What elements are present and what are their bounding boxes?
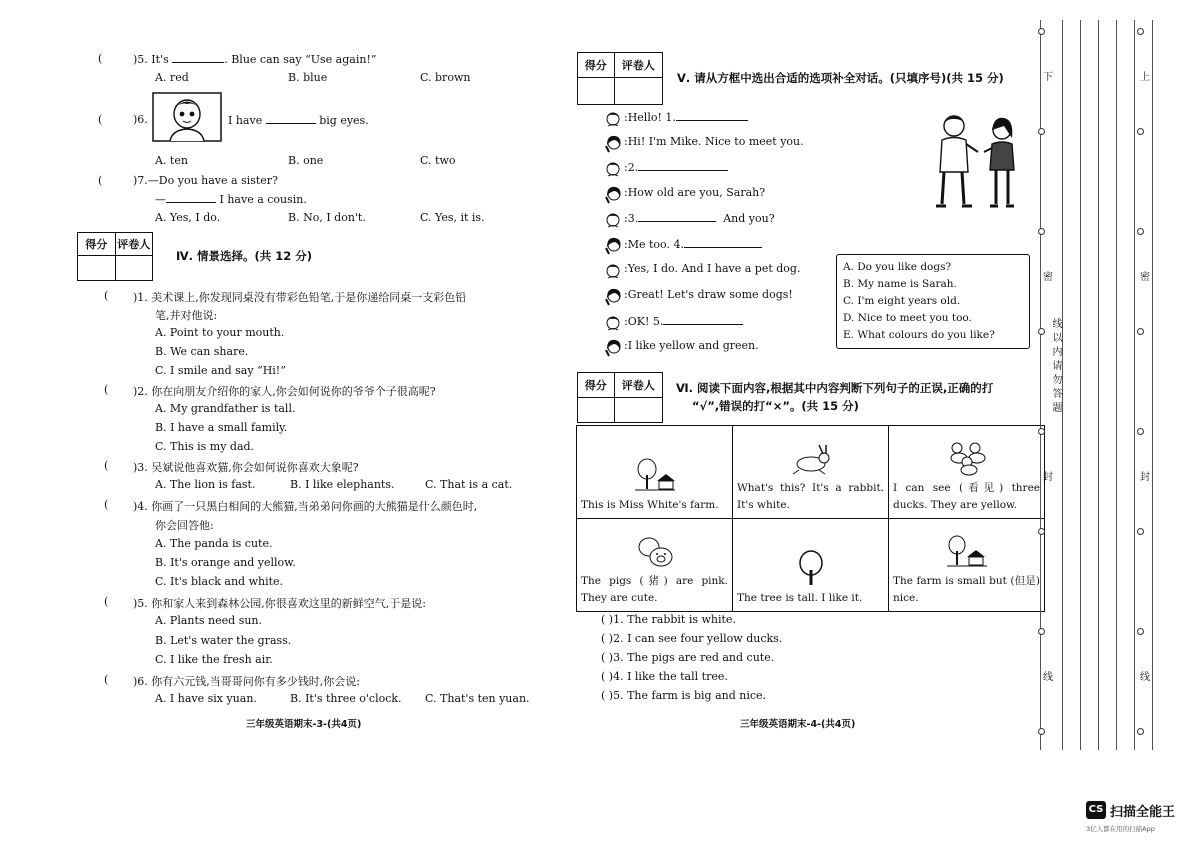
grid-cell-farm: This is Miss White's farm. xyxy=(577,426,733,519)
paren: ( xyxy=(104,595,109,608)
option-b: B. We can share. xyxy=(155,345,249,358)
judge-3: ( )3. The pigs are red and cute. xyxy=(601,651,775,664)
binding-hole xyxy=(1038,728,1045,735)
dialogue-line-8: :Great! Let's draw some dogs! xyxy=(624,288,793,301)
dialogue-line-9: :OK! 5. xyxy=(624,314,743,328)
tree-house-icon xyxy=(633,457,677,493)
section-4-title: Ⅳ. 情景选择。(共 12 分) xyxy=(176,249,313,263)
boy-avatar-icon xyxy=(603,158,623,178)
option-d: D. Nice to meet you too. xyxy=(843,312,972,324)
s4-q4-line2: 你会回答他: xyxy=(155,519,214,532)
options-box xyxy=(836,254,1030,349)
option-a: A. Plants need sun. xyxy=(155,614,263,627)
rabbit-icon xyxy=(789,444,833,476)
option-c: C. I like the fresh air. xyxy=(155,653,273,666)
option-c: C. I smile and say “Hi!” xyxy=(155,364,286,377)
binding-hole xyxy=(1038,28,1045,35)
paren: ( xyxy=(98,113,103,126)
option-a: A. Do you like dogs? xyxy=(843,261,952,273)
s4-q1-line2: 笔,并对他说: xyxy=(155,309,218,322)
binding-line xyxy=(1098,20,1099,750)
binding-hole xyxy=(1038,528,1045,535)
binding-line xyxy=(1134,20,1135,750)
option-b: B. blue xyxy=(288,71,328,84)
reading-grid xyxy=(576,425,1045,612)
grid-cell-rabbit: What's this? It's a rabbit. It's white. xyxy=(733,426,889,519)
dialogue-line-5: :3. And you? xyxy=(624,212,775,225)
dialogue-line-7: :Yes, I do. And I have a pet dog. xyxy=(624,262,801,275)
paren: ( xyxy=(98,52,103,65)
ducks-icon xyxy=(947,440,987,476)
paren: ( xyxy=(104,383,109,396)
option-a: A. The panda is cute. xyxy=(155,537,273,550)
option-c: C. Yes, it is. xyxy=(420,211,485,224)
judge-5: ( )5. The farm is big and nice. xyxy=(601,689,767,702)
binding-char: 下 xyxy=(1043,72,1053,83)
binding-hole xyxy=(1137,528,1144,535)
option-a: A. red xyxy=(155,71,189,84)
boy-avatar-icon xyxy=(603,209,623,229)
grader-label: 评卷人 xyxy=(621,379,655,392)
small-farm-icon xyxy=(945,535,989,569)
binding-char: 线 xyxy=(1043,672,1053,683)
binding-char: 上 xyxy=(1140,72,1150,83)
paren: ( xyxy=(104,459,109,472)
grader-label: 评卷人 xyxy=(621,59,655,72)
grid-cell-farm-small: The farm is small but (但是) nice. xyxy=(889,519,1045,612)
s4-q5: )5. 你和家人来到森林公园,你很喜欢这里的新鲜空气,于是说: xyxy=(133,597,426,610)
binding-line xyxy=(1080,20,1081,750)
option-b: B. It's three o'clock. xyxy=(290,692,402,705)
question-7: )7.—Do you have a sister? xyxy=(133,174,278,187)
score-label: 得分 xyxy=(78,233,116,255)
binding-line xyxy=(1152,20,1153,750)
binding-char: 封 xyxy=(1043,472,1053,483)
binding-char: 密 xyxy=(1043,272,1053,283)
girl-avatar-icon xyxy=(603,337,623,357)
watermark-tagline: 3亿人都在用的扫描App xyxy=(1086,825,1155,833)
binding-hole xyxy=(1038,328,1045,335)
score-label: 得分 xyxy=(578,53,615,77)
girl-avatar-icon xyxy=(603,133,623,153)
option-b: B. I have a small family. xyxy=(155,421,288,434)
s4-q3: )3. 吴斌说他喜欢猫,你会如何说你喜欢大象呢? xyxy=(133,461,359,474)
s4-q2: )2. 你在向朋友介绍你的家人,你会如何说你的爷爷个子很高呢? xyxy=(133,385,436,398)
section-6-title: Ⅵ. 阅读下面内容,根据其中内容判断下列句子的正误,正确的打 xyxy=(676,381,994,395)
section-6-title-line2: “√”,错误的打“×”。(共 15 分) xyxy=(692,399,859,413)
page-footer-4: 三年级英语期末-4-(共4页) xyxy=(740,719,856,730)
watermark-name: 扫描全能王 xyxy=(1110,805,1176,820)
tree-icon xyxy=(796,550,826,586)
grid-cell-pigs: The pigs (猪) are pink. They are cute. xyxy=(577,519,733,612)
two-children-illustration xyxy=(928,108,1030,212)
option-c: C. That is a cat. xyxy=(425,478,513,491)
binding-line xyxy=(1116,20,1117,750)
section-5-title: Ⅴ. 请从方框中选出合适的选项补全对话。(只填序号)(共 15 分) xyxy=(677,71,1004,85)
option-a: A. ten xyxy=(155,154,188,167)
dialogue-line-1: :Hello! 1. xyxy=(624,110,748,124)
question-7-line2: — I have a cousin. xyxy=(155,193,307,206)
binding-char: 密 xyxy=(1140,272,1150,283)
score-label: 得分 xyxy=(578,373,615,397)
option-b: B. It's orange and yellow. xyxy=(155,556,296,569)
grid-cell-tree: The tree is tall. I like it. xyxy=(733,519,889,612)
binding-hole xyxy=(1137,128,1144,135)
s4-q4: )4. 你画了一只黑白相间的大熊猫,当弟弟问你画的大熊猫是什么颜色时, xyxy=(133,500,478,513)
question-5: )5. It's . Blue can say “Use again!” xyxy=(133,53,377,66)
option-e: E. What colours do you like? xyxy=(843,329,995,341)
option-c: C. That's ten yuan. xyxy=(425,692,530,705)
score-box xyxy=(577,372,663,423)
option-a: A. Point to your mouth. xyxy=(155,326,285,339)
dialogue-line-2: :Hi! I'm Mike. Nice to meet you. xyxy=(624,135,804,148)
option-b: B. My name is Sarah. xyxy=(843,278,957,290)
dialogue-line-10: :I like yellow and green. xyxy=(624,339,759,352)
judge-1: ( )1. The rabbit is white. xyxy=(601,613,736,626)
option-a: A. Yes, I do. xyxy=(155,211,221,224)
option-a: A. My grandfather is tall. xyxy=(155,402,296,415)
option-c: C. This is my dad. xyxy=(155,440,255,453)
pigs-icon xyxy=(635,535,675,569)
option-c: C. two xyxy=(420,154,456,167)
s4-q1: )1. 美术课上,你发现同桌没有带彩色铅笔,于是你递给同桌一支彩色铅 xyxy=(133,291,467,304)
girl-avatar-icon xyxy=(603,184,623,204)
question-num: )6. xyxy=(133,113,148,126)
dialogue-line-3: :2. xyxy=(624,160,728,174)
page-footer-3: 三年级英语期末-3-(共4页) xyxy=(246,719,362,730)
binding-hole xyxy=(1038,128,1045,135)
binding-hole xyxy=(1137,228,1144,235)
boy-picture-icon xyxy=(152,92,222,142)
grader-label: 评卷人 xyxy=(117,238,151,251)
score-box xyxy=(577,52,663,105)
score-box xyxy=(77,232,153,281)
option-c: C. I'm eight years old. xyxy=(843,295,961,307)
paren: ( xyxy=(104,498,109,511)
paren: ( xyxy=(98,174,103,187)
binding-hole xyxy=(1038,228,1045,235)
boy-avatar-icon xyxy=(603,312,623,332)
judge-4: ( )4. I like the tall tree. xyxy=(601,670,728,683)
option-c: C. It's black and white. xyxy=(155,575,284,588)
dialogue-line-4: :How old are you, Sarah? xyxy=(624,186,766,199)
binding-char: 封 xyxy=(1140,472,1150,483)
s4-q6: )6. 你有六元钱,当哥哥问你有多少钱时,你会说: xyxy=(133,675,360,688)
option-a: A. I have six yuan. xyxy=(155,692,257,705)
binding-hole xyxy=(1137,28,1144,35)
binding-hole xyxy=(1137,628,1144,635)
camscanner-logo-icon: CS xyxy=(1086,801,1106,819)
option-b: B. one xyxy=(288,154,324,167)
girl-avatar-icon xyxy=(603,286,623,306)
dialogue-line-6: :Me too. 4. xyxy=(624,237,762,251)
option-b: B. Let's water the grass. xyxy=(155,634,292,647)
paren: ( xyxy=(104,673,109,686)
boy-avatar-icon xyxy=(603,260,623,280)
boy-avatar-icon xyxy=(603,108,623,128)
option-b: B. No, I don't. xyxy=(288,211,366,224)
question-6: I have big eyes. xyxy=(228,114,369,127)
girl-avatar-icon xyxy=(603,235,623,255)
binding-char: 线 xyxy=(1140,672,1150,683)
paren: ( xyxy=(104,289,109,302)
binding-hole xyxy=(1038,628,1045,635)
option-b: B. I like elephants. xyxy=(290,478,395,491)
binding-hole xyxy=(1038,428,1045,435)
judge-2: ( )2. I can see four yellow ducks. xyxy=(601,632,783,645)
option-c: C. brown xyxy=(420,71,471,84)
binding-hole xyxy=(1137,428,1144,435)
binding-hole xyxy=(1137,328,1144,335)
option-a: A. The lion is fast. xyxy=(155,478,256,491)
binding-notice: 线以内请勿答题 xyxy=(1050,318,1061,416)
binding-hole xyxy=(1137,728,1144,735)
grid-cell-ducks: I can see (看见) three ducks. They are yellow. xyxy=(889,426,1045,519)
